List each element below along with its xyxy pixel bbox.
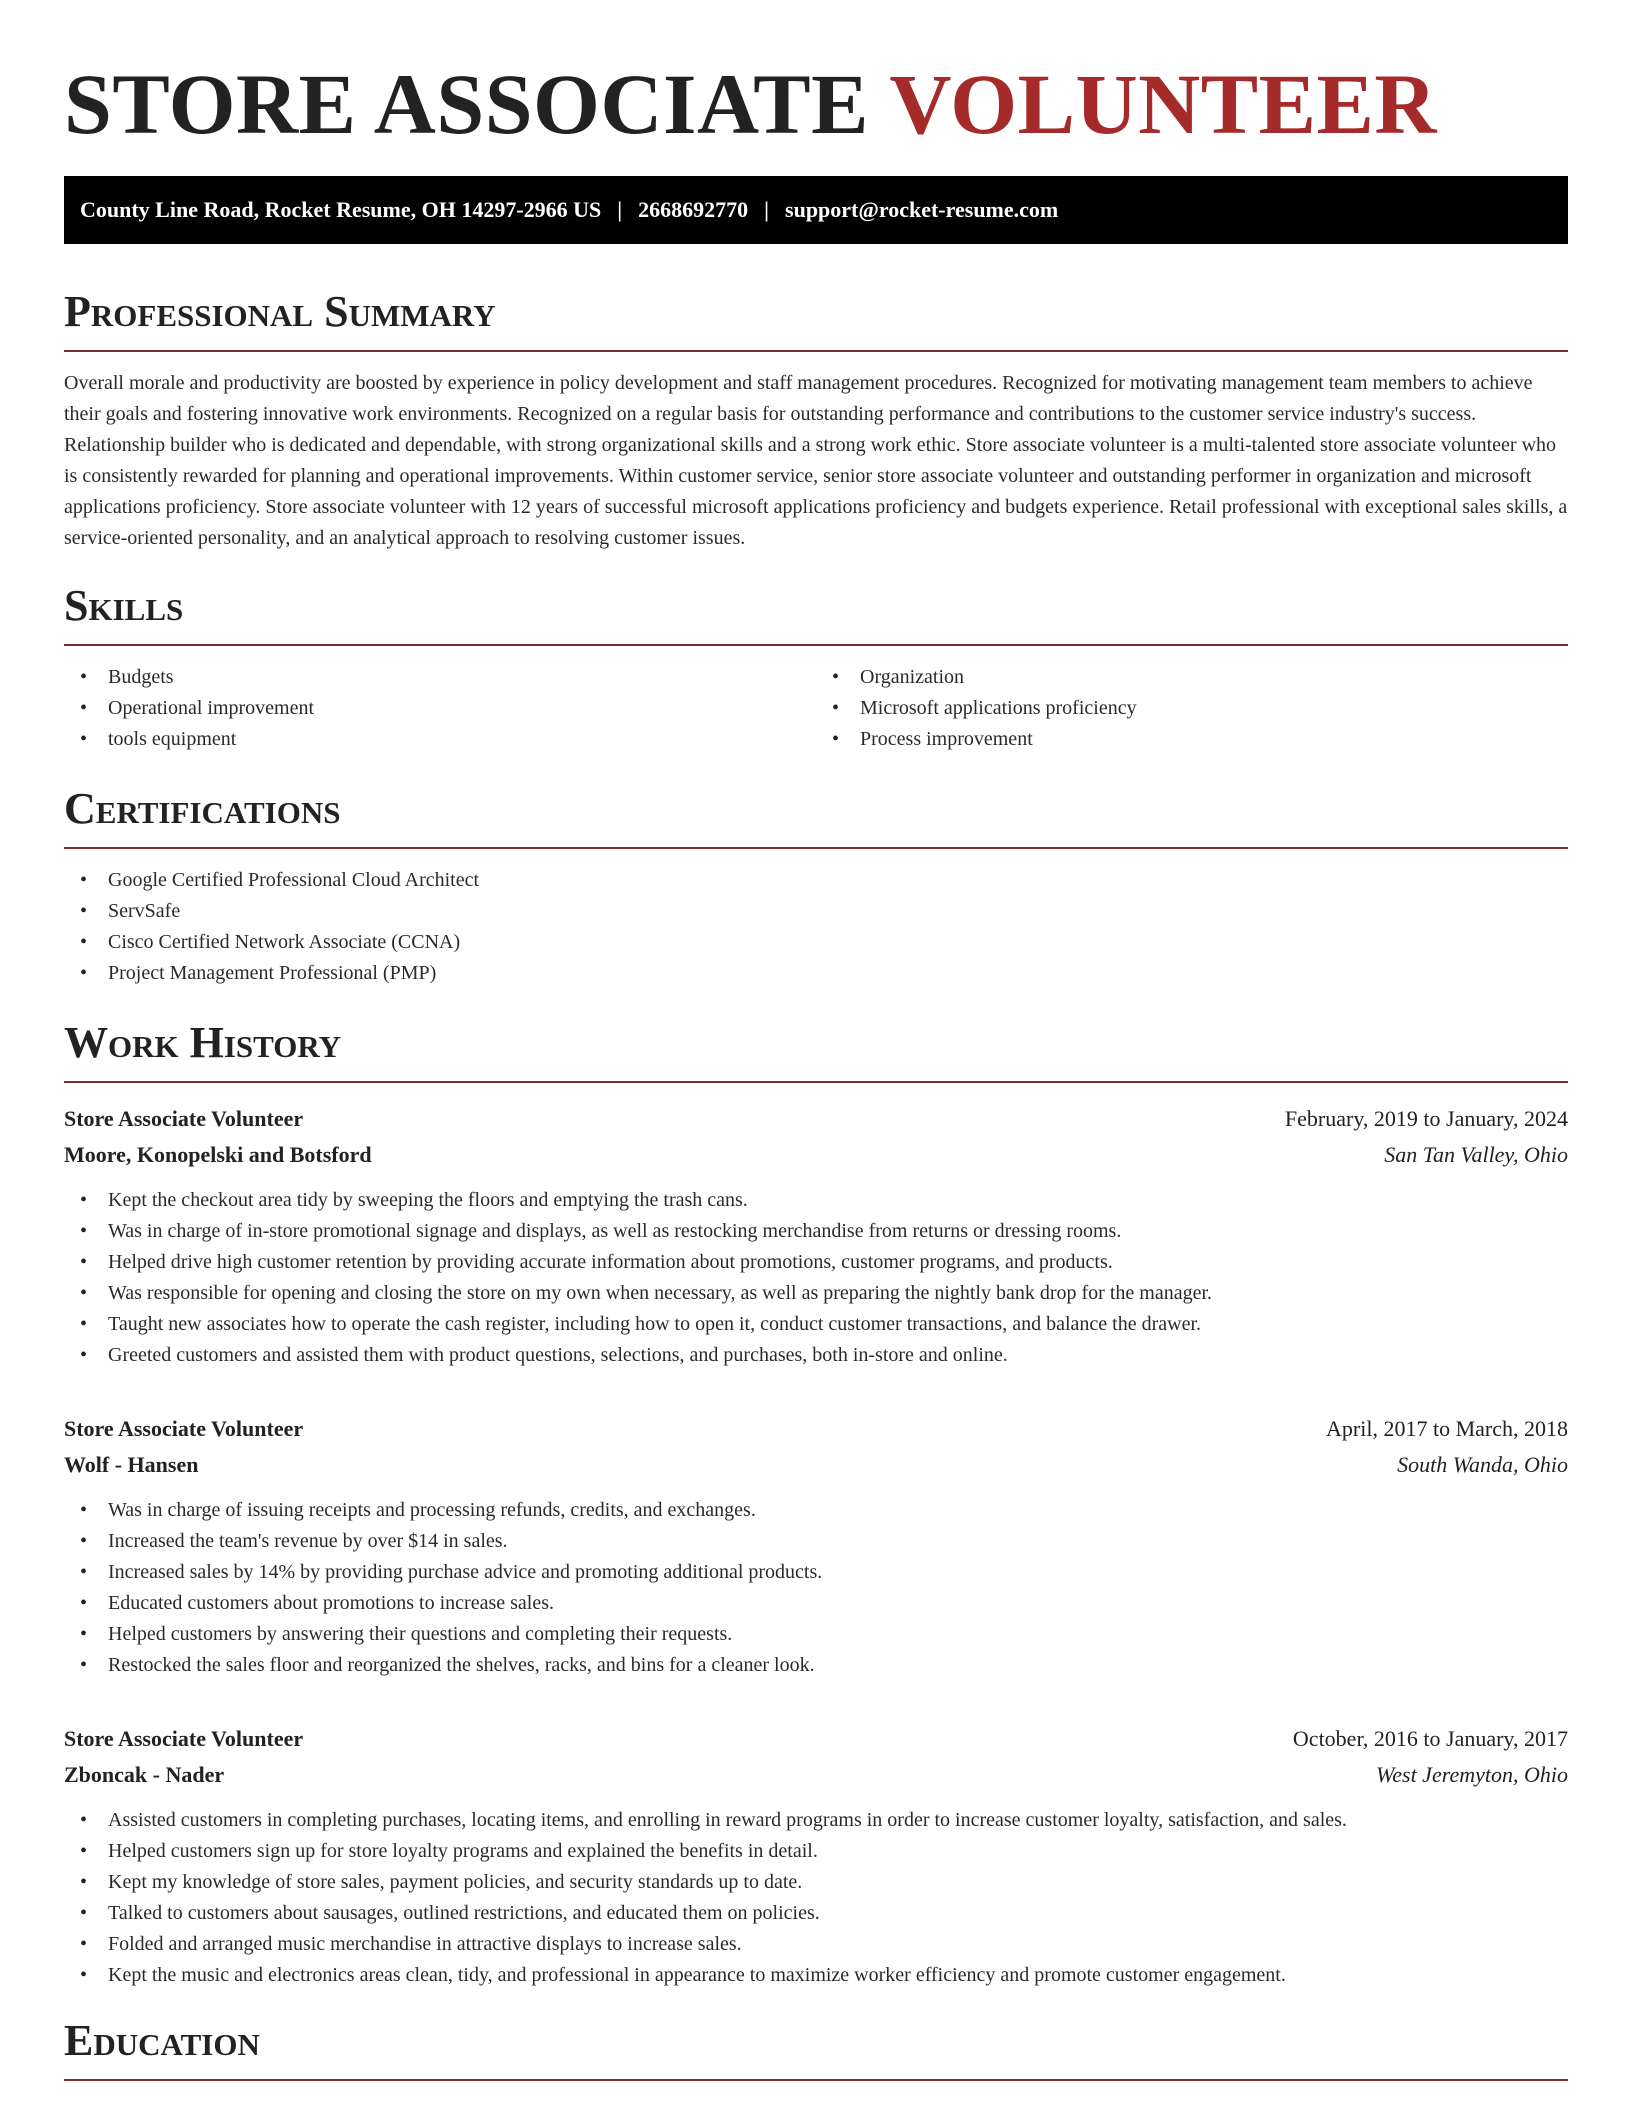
job-bullet: • Was in charge of in-store promotional signage and displays, as well as restocking merchandise from returns or dressing rooms. (64, 1216, 1568, 1247)
skills-section (64, 582, 1568, 755)
certification-item: • Cisco Certified Network Associate (CCNA) (64, 927, 1568, 958)
job-bullet: • Helped drive high customer retention by providing accurate information about promotions, customer programs, and products. (64, 1247, 1568, 1278)
job-entry (64, 1411, 1568, 1681)
certification-item: • Google Certified Professional Cloud Architect (64, 865, 1568, 896)
job-location: South Wanda, Ohio (1397, 1452, 1568, 1477)
summary-heading: Professional Summary (64, 287, 496, 336)
section-divider (64, 847, 1568, 849)
job-bullet: • Kept the checkout area tidy by sweeping the floors and emptying the trash cans. (64, 1185, 1568, 1216)
skill-item: • tools equipment (64, 724, 816, 755)
contact-address: County Line Road, Rocket Resume, OH 14297-2966 US (80, 197, 602, 222)
job-bullet: • Restocked the sales floor and reorganized the shelves, racks, and bins for a cleaner look. (64, 1650, 1568, 1681)
job-bullet: • Helped customers sign up for store loyalty programs and explained the benefits in detail. (64, 1836, 1568, 1867)
skill-item: • Process improvement (816, 724, 1568, 755)
job-bullet: • Educated customers about promotions to increase sales. (64, 1588, 1568, 1619)
skill-item: • Operational improvement (64, 693, 816, 724)
skill-item: • Microsoft applications proficiency (816, 693, 1568, 724)
job-bullet: • Assisted customers in completing purchases, locating items, and enrolling in reward programs in order to increase customer loyalty, satisfaction, and sales. (64, 1805, 1568, 1836)
skills-grid (64, 662, 1568, 755)
job-bullet: • Folded and arranged music merchandise in attractive displays to increase sales. (64, 1929, 1568, 1960)
title-main: STORE ASSOCIATE (64, 56, 869, 152)
job-bullet: • Talked to customers about sausages, outlined restrictions, and educated them on policies. (64, 1898, 1568, 1929)
job-dates: April, 2017 to March, 2018 (1326, 1416, 1568, 1441)
job-bullet: • Taught new associates how to operate the cash register, including how to open it, conduct customer transactions, and balance the drawer. (64, 1309, 1568, 1340)
job-location: West Jeremyton, Ohio (1375, 1762, 1568, 1787)
section-divider (64, 1081, 1568, 1083)
summary-section (64, 288, 1568, 554)
job-bullet: • Was responsible for opening and closing the store on my own when necessary, as well as preparing the nightly bank drop for the manager. (64, 1278, 1568, 1309)
job-header-row (64, 1411, 1568, 1447)
certification-item: • Project Management Professional (PMP) (64, 958, 1568, 989)
skills-list-right (816, 662, 1568, 755)
job-entry (64, 1101, 1568, 1371)
job-bullets (64, 1495, 1568, 1681)
job-company-row (64, 1447, 1568, 1483)
section-divider (64, 644, 1568, 646)
job-entry (64, 1721, 1568, 1991)
job-bullet: • Kept my knowledge of store sales, payment policies, and security standards up to date. (64, 1867, 1568, 1898)
job-title: Store Associate Volunteer (64, 1106, 304, 1131)
job-bullets (64, 1185, 1568, 1371)
job-location: San Tan Valley, Ohio (1384, 1142, 1568, 1167)
job-bullet: • Kept the music and electronics areas clean, tidy, and professional in appearance to maximize worker efficiency and promote customer engagement. (64, 1960, 1568, 1991)
skills-list-left (64, 662, 816, 755)
job-bullet: • Increased the team's revenue by over $14 in sales. (64, 1526, 1568, 1557)
job-title: Store Associate Volunteer (64, 1726, 304, 1751)
skill-item: • Organization (816, 662, 1568, 693)
skills-heading: Skills (64, 581, 184, 630)
section-divider (64, 2079, 1568, 2081)
resume-title (64, 0, 1568, 150)
job-dates: October, 2016 to January, 2017 (1292, 1726, 1568, 1751)
education-heading: Education (64, 2016, 260, 2065)
job-bullets (64, 1805, 1568, 1991)
job-company: Zboncak - Nader (64, 1762, 225, 1787)
contact-separator: | (764, 197, 770, 222)
certifications-heading: Certifications (64, 784, 341, 833)
job-bullet: • Increased sales by 14% by providing purchase advice and promoting additional products. (64, 1557, 1568, 1588)
education-section (64, 2017, 1568, 2081)
certifications-section (64, 785, 1568, 989)
skill-item: • Budgets (64, 662, 816, 693)
contact-phone: 2668692770 (638, 197, 749, 222)
job-dates: February, 2019 to January, 2024 (1284, 1106, 1568, 1131)
contact-email: support@rocket-resume.com (785, 197, 1059, 222)
certification-item: • ServSafe (64, 896, 1568, 927)
summary-text: Overall morale and productivity are boosted by experience in policy development and staff management procedures. Recognized for motivating management team members to achieve their goals and fostering innovative work environments. Recognized on a regular basis for outstanding performance and contributions to the customer service industry's success. Relationship builder who is dedicated and dependable, with strong organizational skills and a strong work ethic. Store associate volunteer is a multi-talented store associate volunteer who is consistently rewarded for planning and operational improvements. Within customer service, senior store associate volunteer and outstanding performer in organization and microsoft applications proficiency. Store associate volunteer with 12 years of successful microsoft applications proficiency and budgets experience. Retail professional with exceptional sales skills, a service-oriented personality, and an analytical approach to resolving customer issues. (64, 372, 1568, 549)
job-company-row (64, 1137, 1568, 1173)
job-bullet: • Helped customers by answering their questions and completing their requests. (64, 1619, 1568, 1650)
job-bullet: • Greeted customers and assisted them with product questions, selections, and purchases, both in-store and online. (64, 1340, 1568, 1371)
title-accent: VOLUNTEER (889, 56, 1437, 152)
job-company: Wolf - Hansen (64, 1452, 199, 1477)
section-divider (64, 350, 1568, 352)
contact-separator: | (617, 197, 623, 222)
work-history-heading: Work History (64, 1018, 342, 1067)
job-header-row (64, 1101, 1568, 1137)
certifications-list (64, 865, 1568, 989)
job-header-row (64, 1721, 1568, 1757)
contact-bar (64, 176, 1568, 244)
job-bullet: • Was in charge of issuing receipts and processing refunds, credits, and exchanges. (64, 1495, 1568, 1526)
job-title: Store Associate Volunteer (64, 1416, 304, 1441)
job-company-row (64, 1757, 1568, 1793)
work-history-section (64, 1019, 1568, 1991)
job-company: Moore, Konopelski and Botsford (64, 1142, 372, 1167)
